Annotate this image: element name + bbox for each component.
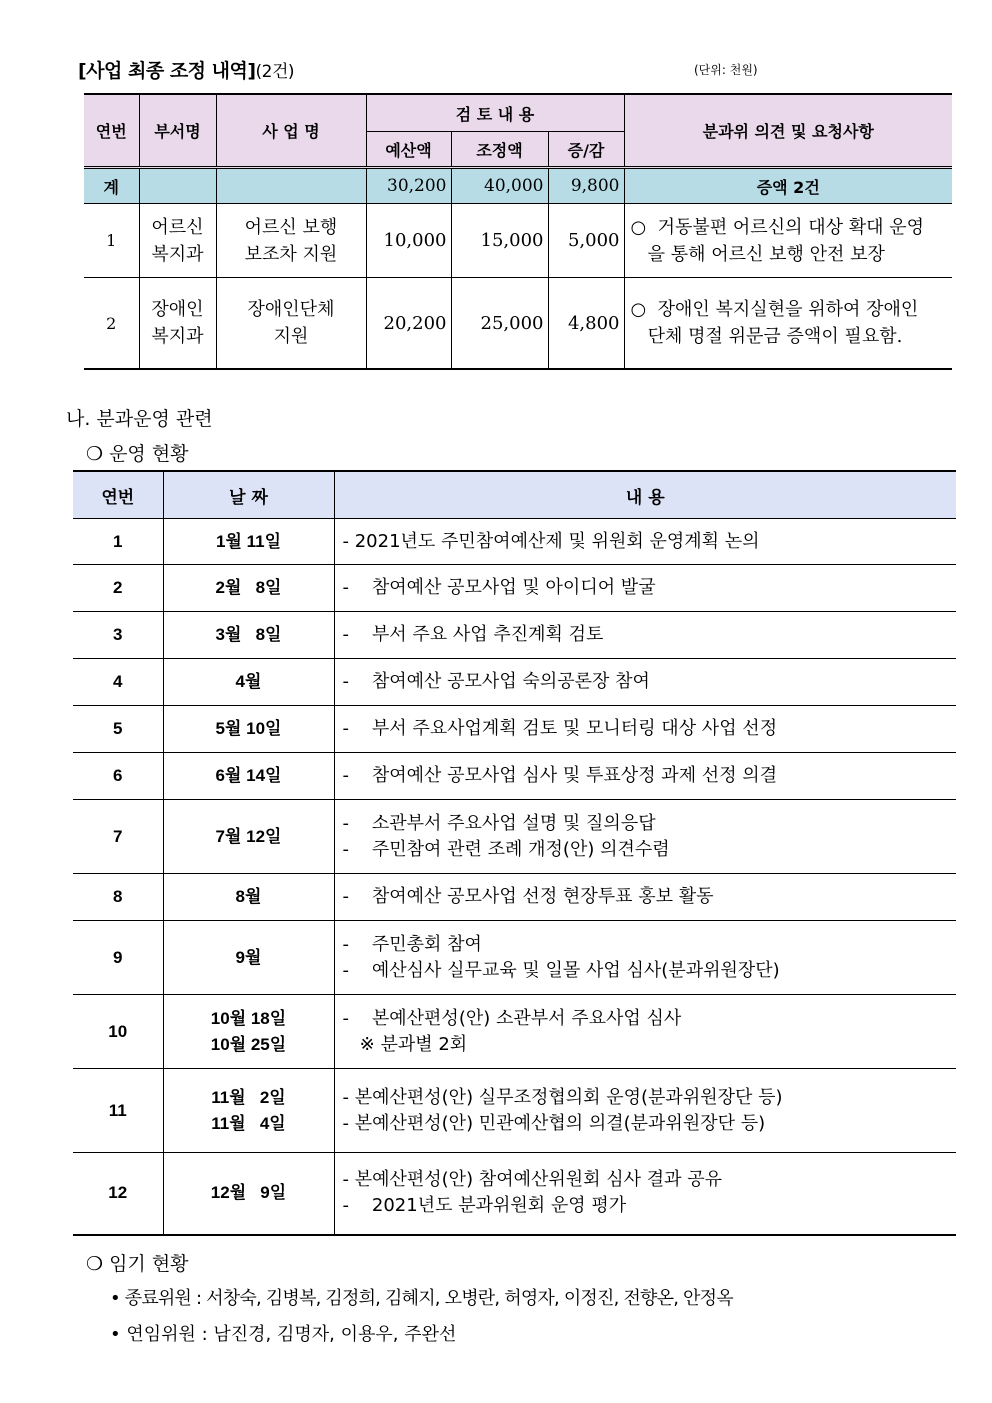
row-date: [163, 1153, 334, 1235]
table-row: [73, 1069, 956, 1153]
date-line: 12월 9일: [210, 1183, 287, 1203]
row-content: [334, 659, 956, 706]
table-row: [73, 995, 956, 1069]
opinion-line: ○ 거동불편 어르신의 대상 확대 운영: [630, 216, 924, 238]
total-adjusted: 40,000: [451, 168, 548, 204]
total-dept: [139, 168, 216, 204]
table-row: [73, 874, 956, 921]
header-project: 사 업 명: [216, 94, 366, 168]
date-line: 8월: [235, 887, 262, 906]
dept-line: 복지과: [151, 326, 204, 347]
date-line: 11월 2일: [211, 1087, 286, 1107]
row-date: [163, 995, 334, 1069]
table-row: [73, 519, 956, 565]
table-row: [73, 706, 956, 753]
table-row: [73, 921, 956, 995]
row-project: [216, 278, 366, 370]
row-dept: [139, 204, 216, 278]
total-opinion: 증액 2건: [624, 168, 952, 204]
row-content: [334, 1069, 956, 1153]
date-line: 1월 11일: [216, 531, 281, 551]
header-review: 검 토 내 용: [366, 94, 624, 132]
row-no: 1: [84, 204, 139, 278]
row-content: [334, 519, 956, 565]
row-no: 12: [73, 1153, 163, 1235]
row-no: 1: [73, 519, 163, 565]
project-line: 지원: [273, 326, 309, 347]
table-row: [84, 204, 952, 278]
row-no: 10: [73, 995, 163, 1069]
row-date: [163, 706, 334, 753]
table-row: [73, 800, 956, 874]
operation-heading: ❍ 운영 현황: [86, 443, 189, 465]
row-content: [334, 874, 956, 921]
header-content: 내 용: [334, 471, 956, 519]
row-content: [334, 800, 956, 874]
content-line: - 본예산편성(안) 참여예산위원회 심사 결과 공유: [342, 1169, 723, 1191]
row-date: [163, 753, 334, 800]
date-line: 10월 25일: [210, 1034, 287, 1054]
content-line: - 참여예산 공모사업 숙의공론장 참여: [342, 671, 650, 692]
row-diff: 4,800: [548, 278, 624, 370]
date-line: 7월 12일: [215, 826, 282, 846]
row-date: [163, 659, 334, 706]
dept-line: 복지과: [151, 243, 204, 265]
total-project: [216, 168, 366, 204]
content-line: ※ 분과별 2회: [342, 1033, 468, 1055]
section-title-label: [사업 최종 조정 내역]: [78, 60, 256, 82]
section-title-count: (2건): [255, 62, 295, 82]
total-diff: 9,800: [548, 168, 624, 204]
table-row: [73, 565, 956, 612]
row-project: [216, 204, 366, 278]
table-row: [84, 278, 952, 370]
term-heading: ❍ 임기 현황: [86, 1253, 189, 1275]
dept-line: 장애인: [151, 299, 204, 320]
row-content: [334, 612, 956, 659]
content-line: - 주민참여 관련 조례 개정(안) 의견수렴: [342, 838, 670, 860]
section-title: [78, 56, 294, 83]
header-dept: 부서명: [139, 94, 216, 168]
date-line: 5월 10일: [215, 719, 282, 738]
row-diff: 5,000: [548, 204, 624, 278]
header-date: 날 짜: [163, 471, 334, 519]
row-no: 6: [73, 753, 163, 800]
content-line: - 본예산편성(안) 소관부서 주요사업 심사: [342, 1007, 682, 1029]
total-budget: 30,200: [366, 168, 451, 204]
date-line: 4월: [235, 672, 262, 691]
dept-line: 어르신: [151, 216, 204, 238]
date-line: 10월 18일: [210, 1008, 287, 1028]
row-no: 2: [73, 565, 163, 612]
project-line: 장애인단체: [247, 299, 335, 320]
content-line: - 부서 주요사업계획 검토 및 모니터링 대상 사업 선정: [342, 718, 778, 739]
date-line: 2월 8일: [215, 578, 282, 597]
table-row: [73, 612, 956, 659]
header-no: 연번: [84, 94, 139, 168]
row-no: 9: [73, 921, 163, 995]
unit-note: (단위: 천원): [694, 63, 758, 77]
row-date: [163, 519, 334, 565]
content-line: - 2021년도 주민참여예산제 및 위원회 운영계획 논의: [342, 530, 760, 552]
date-line: 6월 14일: [215, 766, 282, 785]
content-line: - 참여예산 공모사업 선정 현장투표 홍보 활동: [342, 886, 714, 907]
row-date: [163, 565, 334, 612]
date-line: 3월 8일: [215, 625, 282, 644]
row-date: [163, 1069, 334, 1153]
row-opinion: [624, 278, 952, 370]
row-no: 8: [73, 874, 163, 921]
date-line: 9월: [235, 947, 262, 967]
row-adjusted: 15,000: [451, 204, 548, 278]
row-budget: 10,000: [366, 204, 451, 278]
content-line: - 주민총회 참여: [342, 933, 482, 955]
row-content: [334, 753, 956, 800]
row-opinion: [624, 204, 952, 278]
header-no: 연번: [73, 471, 163, 519]
content-line: - 소관부서 주요사업 설명 및 질의응답: [342, 812, 656, 834]
header-opinion: 분과위 의견 및 요청사항: [624, 94, 952, 168]
content-line: - 부서 주요 사업 추진계획 검토: [342, 624, 604, 645]
row-date: [163, 874, 334, 921]
row-no: 7: [73, 800, 163, 874]
row-no: 3: [73, 612, 163, 659]
total-row: [84, 168, 952, 204]
project-line: 어르신 보행: [244, 216, 338, 238]
content-line: - 예산심사 실무교육 및 일몰 사업 심사(분과위원장단): [342, 959, 780, 981]
project-line: 보조차 지원: [244, 243, 338, 265]
row-no: 11: [73, 1069, 163, 1153]
section-b-title: 나. 분과운영 관련: [66, 408, 213, 430]
row-content: [334, 921, 956, 995]
continuing-members: • 연임위원 : 남진경, 김명자, 이용우, 주완선: [110, 1324, 457, 1345]
row-no: 2: [84, 278, 139, 370]
header-diff: 증/감: [548, 132, 624, 168]
content-line: - 참여예산 공모사업 심사 및 투표상정 과제 선정 의결: [342, 765, 778, 786]
header-adjusted: 조정액: [451, 132, 548, 168]
opinion-line: 을 통해 어르신 보행 안전 보장: [630, 243, 885, 265]
row-adjusted: 25,000: [451, 278, 548, 370]
row-content: [334, 1153, 956, 1235]
operation-table: [73, 470, 956, 1236]
opinion-line: ○ 장애인 복지실현을 위하여 장애인: [630, 299, 919, 320]
row-content: [334, 995, 956, 1069]
row-no: 4: [73, 659, 163, 706]
total-label: 계: [84, 168, 139, 204]
row-date: [163, 921, 334, 995]
content-line: - 본예산편성(안) 민관예산협의 의결(분과위원장단 등): [342, 1112, 766, 1134]
opinion-line: 단체 명절 위문금 증액이 필요함.: [630, 326, 903, 347]
content-line: - 본예산편성(안) 실무조정협의회 운영(분과위원장단 등): [342, 1086, 783, 1108]
header-budget: 예산액: [366, 132, 451, 168]
row-no: 5: [73, 706, 163, 753]
outgoing-members: • 종료위원 : 서창숙, 김병복, 김정희, 김혜지, 오병란, 허영자, 이정진, 전향온, 안정옥: [110, 1288, 733, 1309]
content-line: - 2021년도 분과위원회 운영 평가: [342, 1195, 627, 1217]
table-row: [73, 1153, 956, 1235]
date-line: 11월 4일: [211, 1113, 286, 1133]
table-row: [73, 753, 956, 800]
table-row: [73, 659, 956, 706]
row-date: [163, 800, 334, 874]
row-date: [163, 612, 334, 659]
row-budget: 20,200: [366, 278, 451, 370]
content-line: - 참여예산 공모사업 및 아이디어 발굴: [342, 577, 656, 598]
adjustment-table: [84, 93, 952, 370]
row-content: [334, 706, 956, 753]
row-dept: [139, 278, 216, 370]
row-content: [334, 565, 956, 612]
